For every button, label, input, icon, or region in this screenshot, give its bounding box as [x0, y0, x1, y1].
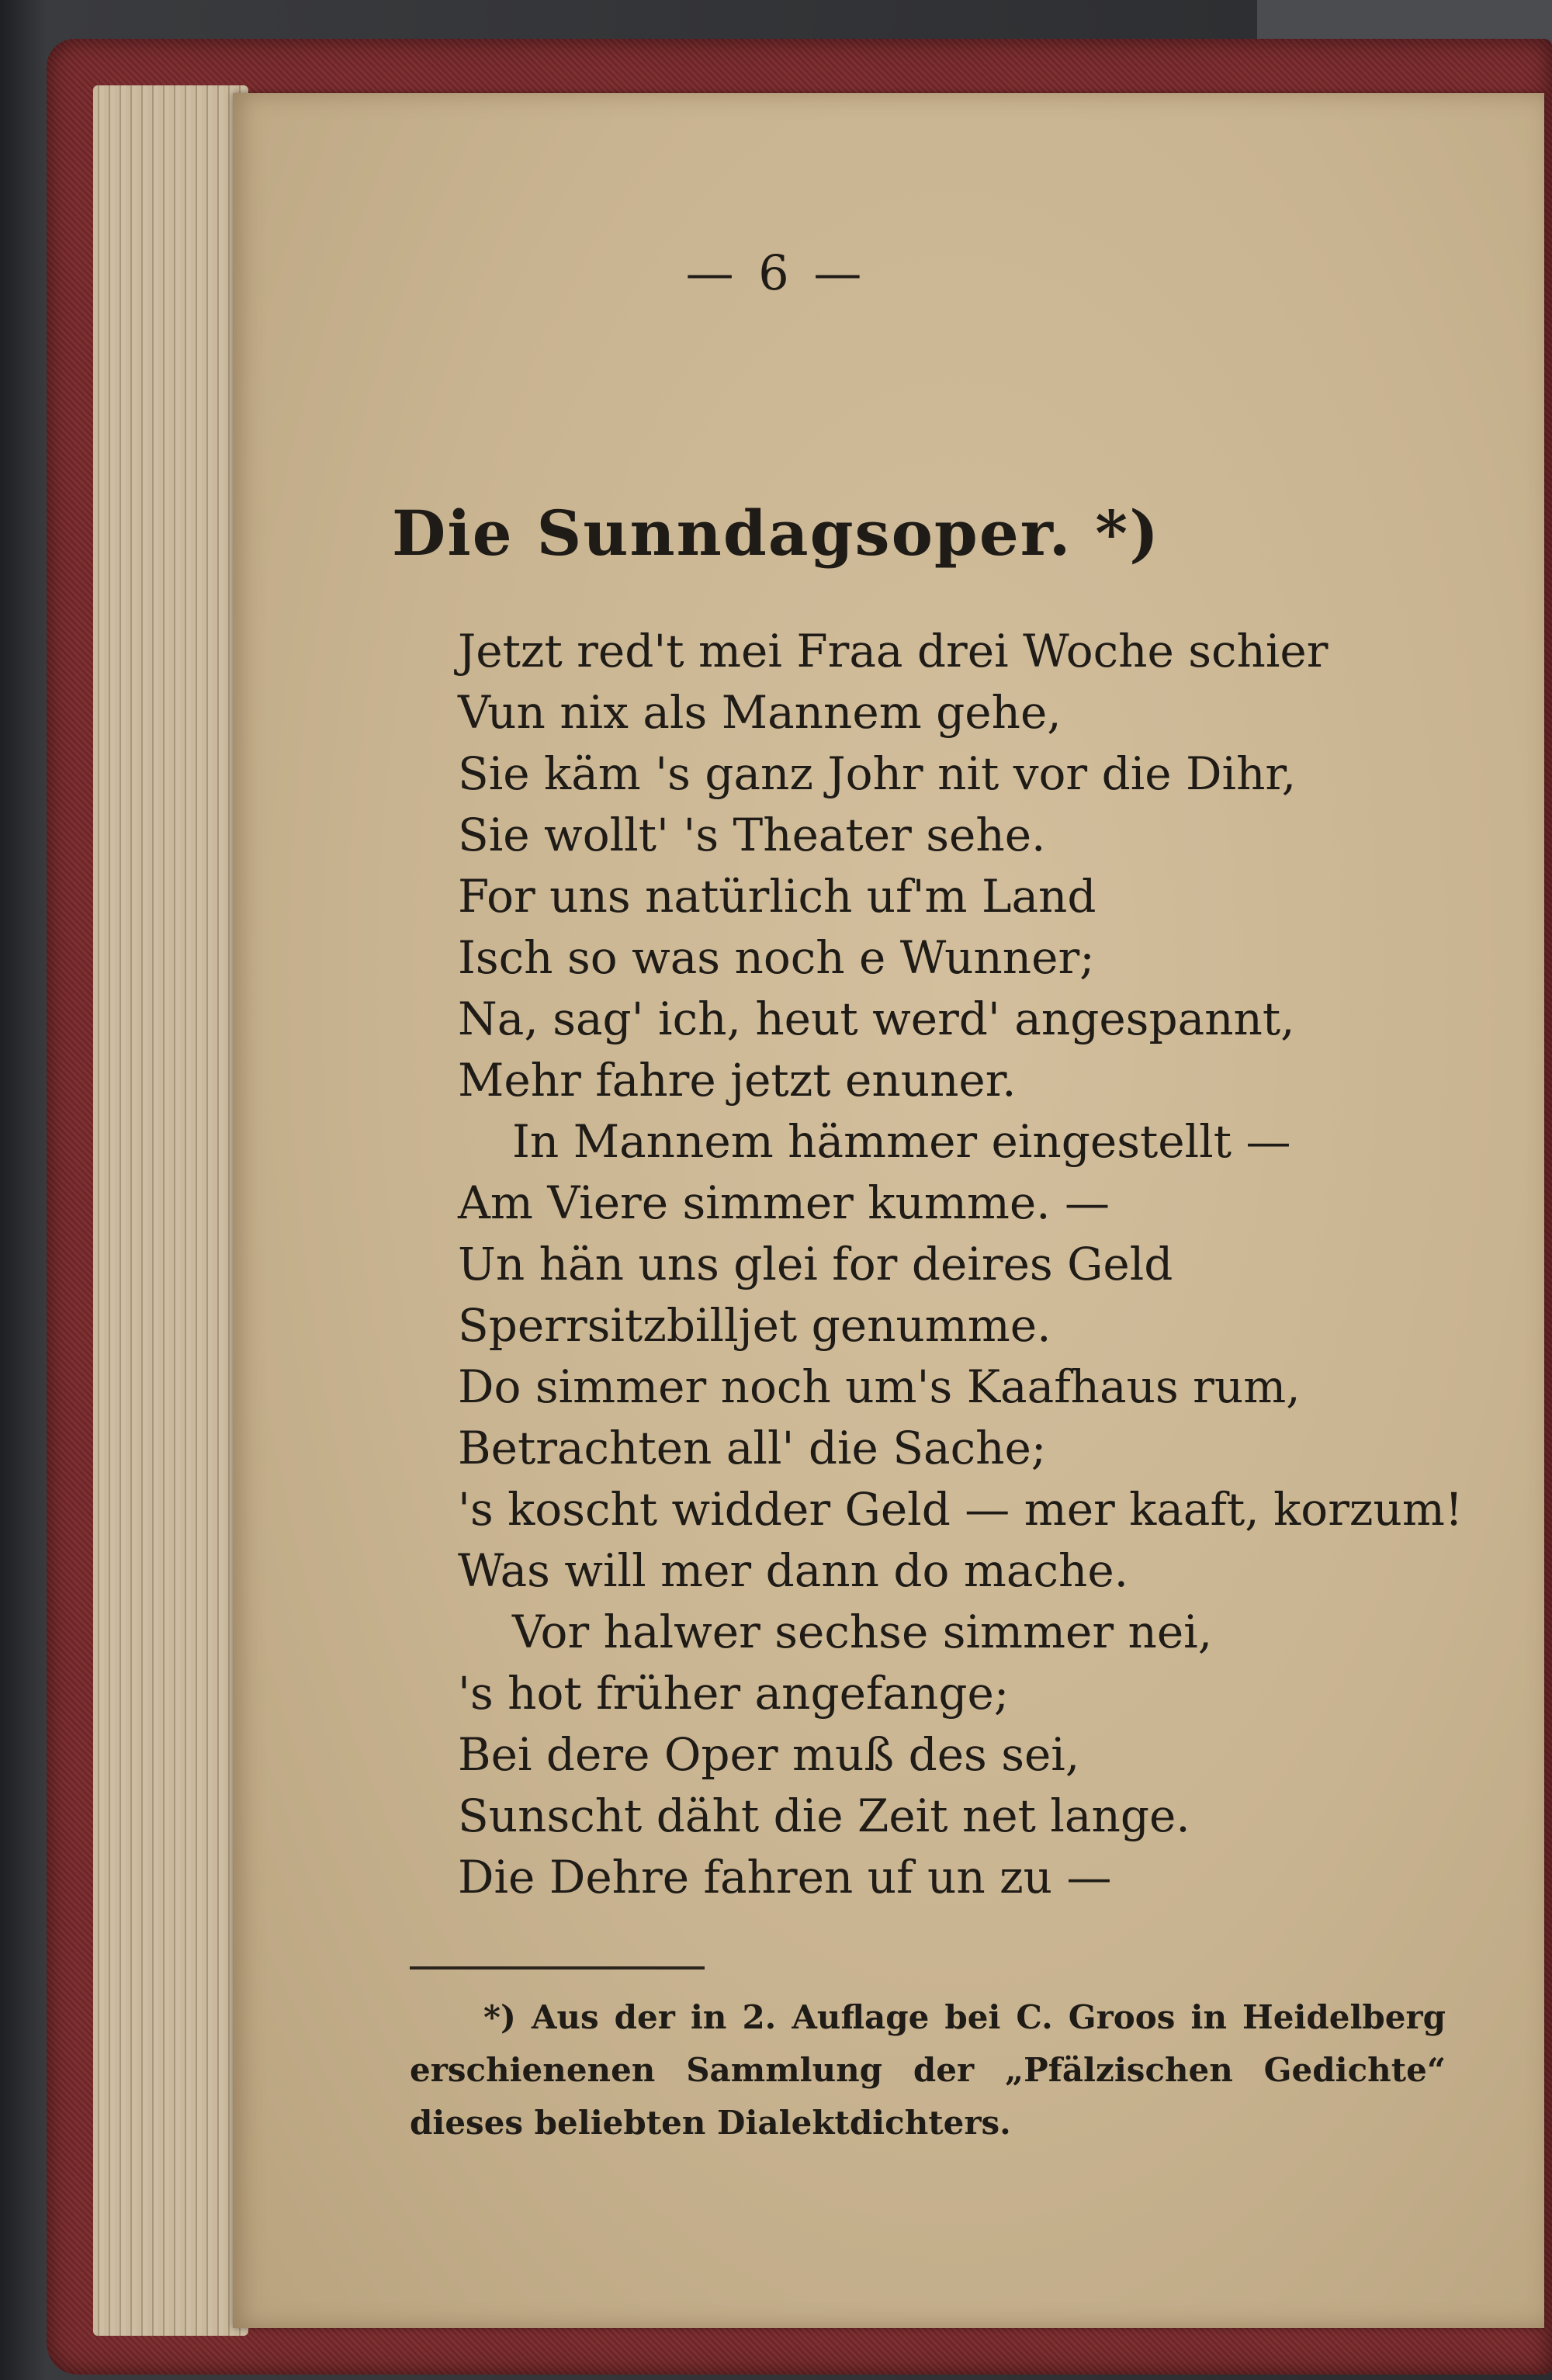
poem-line: 's koscht widder Geld — mer kaaft, korzum! [458, 1483, 1464, 1536]
poem-body [458, 621, 1467, 1908]
poem-line: Sie käm 's ganz Johr nit vor die Dihr, [458, 747, 1297, 800]
poem-line: Die Dehre fahren uf un zu — [458, 1851, 1112, 1904]
poem-line: Sunscht däht die Zeit net lange. [458, 1789, 1190, 1842]
poem-title: Die Sunndagsoper. *) [392, 497, 1160, 570]
poem-line: Un hän uns glei for deires Geld [458, 1238, 1173, 1290]
poem-line: Vor halwer sechse simmer nei, [512, 1606, 1213, 1658]
poem-line: Isch so was noch e Wunner; [458, 931, 1095, 984]
poem-line: Bei dere Oper muß des sei, [458, 1728, 1080, 1781]
page-edges [93, 85, 248, 2336]
poem-line: Was will mer dann do mache. [458, 1544, 1129, 1597]
poem-line: Sie wollt' 's Theater sehe. [458, 809, 1046, 861]
poem-line: 's hot früher angefange; [458, 1667, 1010, 1720]
poem-line: For uns natürlich uf'm Land [458, 870, 1096, 923]
footnote-divider [410, 1966, 705, 1969]
poem-line: Jetzt red't mei Fraa drei Woche schier [458, 625, 1329, 677]
footnote: *) Aus der in 2. Auflage bei C. Groos in Heidelberg erschienenen Sammlung der „Pfälzischen Gedichte“ dieses beliebten Dialektdichters. [410, 1998, 1446, 2142]
poem-line: Na, sag' ich, heut werd' angespannt, [458, 993, 1295, 1045]
poem-line: Vun nix als Mannem gehe, [458, 686, 1062, 739]
poem-line: Betrachten all' die Sache; [458, 1422, 1047, 1474]
poem-line: In Mannem hämmer eingestellt — [512, 1115, 1291, 1168]
poem-line: Sperrsitzbilljet genumme. [458, 1299, 1051, 1352]
poem-line: Mehr fahre jetzt enuner. [458, 1054, 1017, 1107]
page-number: — 6 — [685, 244, 867, 301]
poem-line: Do simmer noch um's Kaafhaus rum, [458, 1360, 1301, 1413]
poem-line: Am Viere simmer kumme. — [458, 1176, 1110, 1229]
